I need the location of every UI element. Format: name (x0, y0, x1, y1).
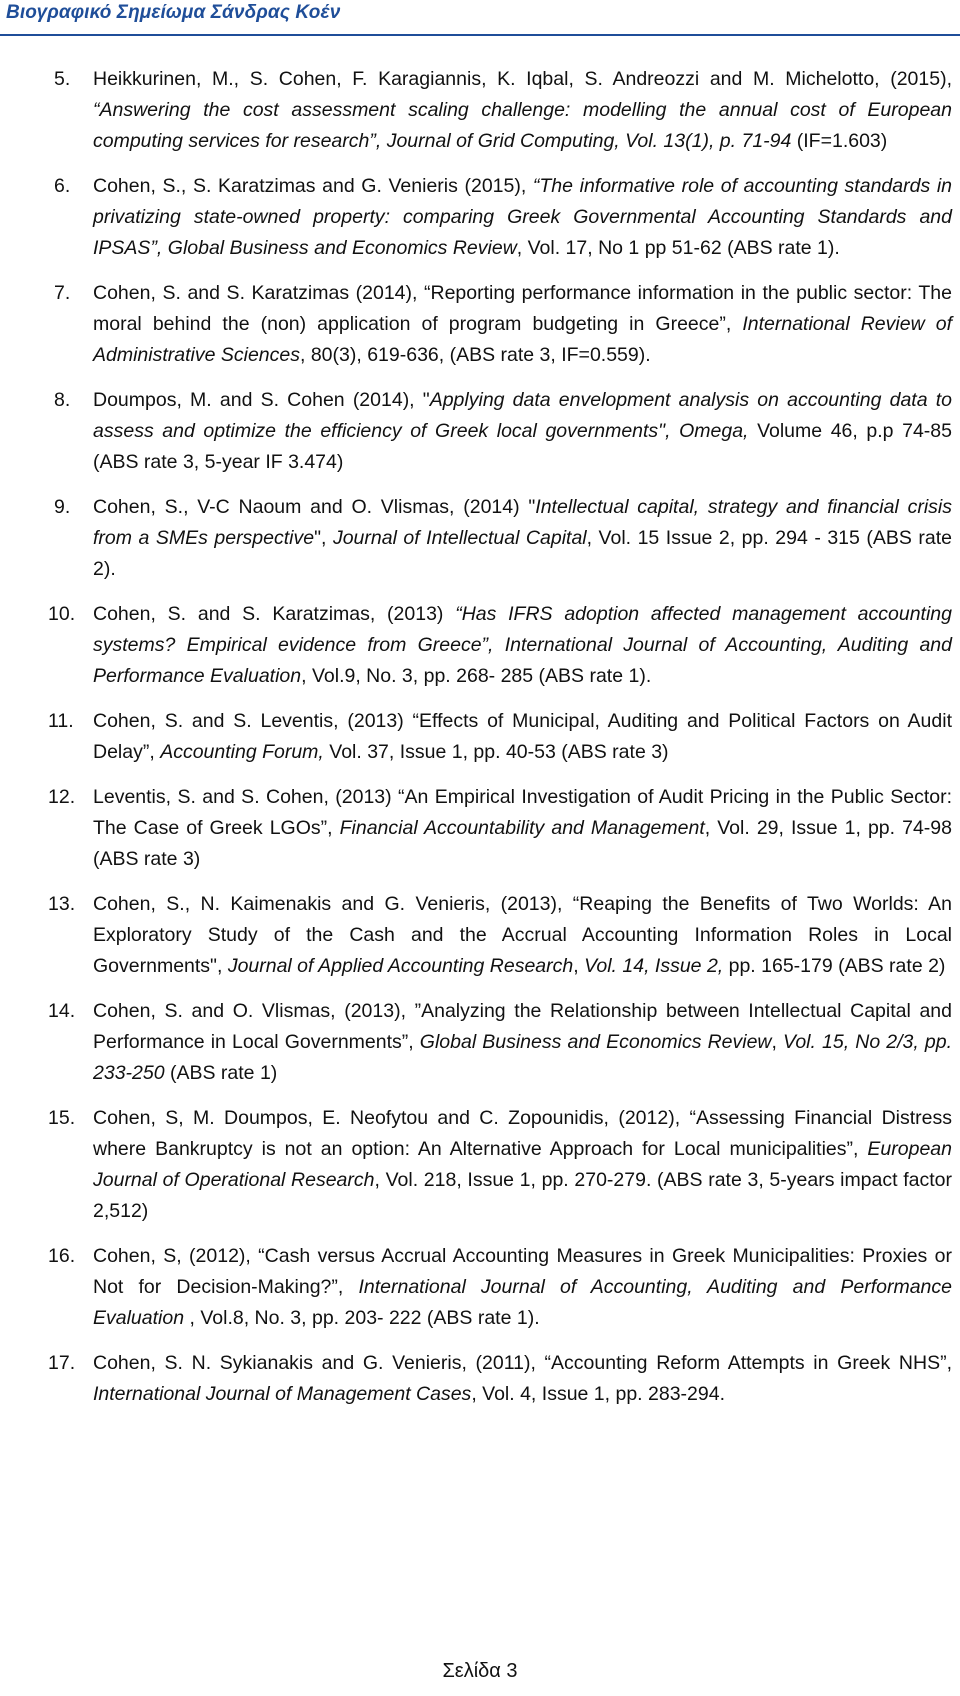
reference-item (0, 1103, 960, 1227)
reference-text: , Vol. 218, Issue 1, pp. 270-279. (ABS rate 3, 5-years impact factor 2,512) (93, 1169, 952, 1222)
page-header (0, 0, 960, 36)
reference-number: 12. (48, 786, 76, 808)
reference-item (0, 996, 960, 1089)
reference-text-italic: Accounting Forum, (160, 741, 324, 763)
reference-number: 9. (54, 496, 71, 518)
reference-number: 15. (48, 1107, 76, 1129)
reference-text: Cohen, S. and S. Karatzimas (2014), “Reporting performance information in the public sector: The moral behind the (non) application of program budgeting in Greece”, (93, 282, 952, 335)
reference-text: , Vol. 17, No 1 pp 51-62 (ABS rate 1). (516, 237, 840, 259)
reference-text: Cohen, S, (2012), “Cash versus Accrual Accounting Measures in Greek Municipalities: Proxies or Not for Decision-Making?”, (93, 1245, 952, 1298)
reference-text: Cohen, S. and O. Vlismas, (2013), ”Analyzing the Relationship between Intellectual Capital and Performance in Local Governments”, (93, 1000, 952, 1053)
reference-text: Cohen, S., V-C Naoum and O. Vlismas, (2014) " (93, 496, 536, 518)
reference-text-italic: “Answering the cost assessment scaling challenge: modelling the annual cost of European computing services for research”, Journal of Grid Computing, Vol. 13(1), p. 71-94 (93, 99, 952, 152)
reference-item (0, 1348, 960, 1410)
reference-text-italic: Financial Accountability and Management (339, 817, 705, 839)
reference-text: Cohen, S. N. Sykianakis and G. Venieris, (2011), “Accounting Reform Attempts in Greek NHS”, (93, 1352, 952, 1374)
reference-text-italic: Vol. 14, Issue 2, (584, 955, 724, 977)
reference-number: 10. (48, 603, 76, 625)
reference-item (0, 782, 960, 875)
reference-text-italic: Applying data envelopment analysis on accounting data to assess and optimize the efficiency of Greek local governments", Omega, (93, 389, 952, 442)
reference-number: 7. (54, 282, 71, 304)
reference-number: 5. (54, 68, 71, 90)
reference-text: Leventis, S. and S. Cohen, (2013) “An Empirical Investigation of Audit Pricing in the Public Sector: The Case of Greek LGOs”, (93, 786, 952, 839)
reference-number: 8. (54, 389, 71, 411)
reference-item (0, 1241, 960, 1334)
reference-text: Volume 46, p.p 74-85 (ABS rate 3, 5-year IF 3.474) (93, 420, 952, 473)
reference-text: (IF=1.603) (791, 130, 888, 152)
reference-text: , Vol. 4, Issue 1, pp. 283-294. (471, 1383, 725, 1405)
reference-number: 14. (48, 1000, 76, 1022)
document-title: Βιογραφικό Σημείωμα Σάνδρας Κοέν (6, 2, 341, 23)
reference-item (0, 599, 960, 692)
reference-text: , Vol. 29, Issue 1, pp. 74-98 (ABS rate 3) (93, 817, 952, 870)
reference-text: , 80(3), 619-636, (ABS rate 3, IF=0.559). (300, 344, 651, 366)
reference-text: Cohen, S. and S. Leventis, (2013) “Effects of Municipal, Auditing and Political Factors on Audit Delay”, (93, 710, 952, 763)
reference-text: Cohen, S., N. Kaimenakis and G. Venieris, (2013), “Reaping the Benefits of Two Worlds: An Exploratory Study of the Cash and the Accrual Accounting Information Roles in Local Governments", (93, 893, 952, 977)
reference-text-italic: Journal of Intellectual Capital (332, 527, 587, 549)
reference-text-italic: Global Business and Economics Review (419, 1031, 772, 1053)
reference-number: 6. (54, 175, 71, 197)
reference-text: Heikkurinen, M., S. Cohen, F. Karagiannis, K. Iqbal, S. Andreozzi and M. Michelotto, (2015), (93, 68, 952, 90)
reference-number: 17. (48, 1352, 76, 1374)
reference-text: Cohen, S, M. Doumpos, E. Neofytou and C. Zopounidis, (2012), “Assessing Financial Distress where Bankruptcy is not an option: An Alternative Approach for Local municipalities”, (93, 1107, 952, 1160)
reference-number: 13. (48, 893, 76, 915)
reference-text: , Vol.8, No. 3, pp. 203- 222 (ABS rate 1). (184, 1307, 540, 1329)
page-footer (0, 1660, 960, 1683)
reference-number: 11. (48, 710, 74, 732)
reference-text-italic: Journal of Applied Accounting Research (227, 955, 574, 977)
reference-item (0, 706, 960, 768)
publication-list (0, 64, 960, 1424)
reference-text: Cohen, S., S. Karatzimas and G. Venieris (2015), (93, 175, 533, 197)
reference-text: , Vol. 15 Issue 2, pp. 294 - 315 (ABS rate 2). (93, 527, 952, 580)
reference-text: Doumpos, M. and S. Cohen (2014), " (93, 389, 430, 411)
reference-text-italic: International Journal of Accounting, Auditing and Performance Evaluation (93, 1276, 952, 1329)
reference-text: , (771, 1031, 784, 1053)
reference-text-italic: International Review of Administrative Sciences (93, 313, 952, 366)
reference-item (0, 171, 960, 264)
reference-text: pp. 165-179 (ABS rate 2) (723, 955, 946, 977)
reference-text-italic: “The informative role of accounting standards in privatizing state-owned property: comparing Greek Governmental Accounting Standards and IPSAS”, Global Business and Economics Review (93, 175, 952, 259)
page-number: Σελίδα 3 (442, 1660, 518, 1682)
reference-text: Cohen, S. and S. Karatzimas, (2013) (93, 603, 456, 625)
reference-text-italic: European Journal of Operational Research (93, 1138, 952, 1191)
reference-item (0, 278, 960, 371)
reference-text: , (573, 955, 585, 977)
reference-text-italic: International Journal of Management Cases (93, 1383, 472, 1405)
reference-item (0, 492, 960, 585)
reference-item (0, 385, 960, 478)
reference-text-italic: Intellectual capital, strategy and financial crisis from a SMEs perspective (93, 496, 952, 549)
header-divider (0, 34, 960, 36)
reference-item (0, 889, 960, 982)
reference-text: ", (314, 527, 333, 549)
reference-item (0, 64, 960, 157)
reference-text: Vol. 37, Issue 1, pp. 40-53 (ABS rate 3) (323, 741, 669, 763)
reference-text-italic: “Has IFRS adoption affected management accounting systems? Empirical evidence from Greece”, International Journal of Accounting, Auditing and Performance Evaluation (93, 603, 952, 687)
reference-text-italic: Vol. 15, No 2/3, pp. 233-250 (93, 1031, 952, 1084)
reference-text: (ABS rate 1) (164, 1062, 278, 1084)
reference-number: 16. (48, 1245, 76, 1267)
reference-text: , Vol.9, No. 3, pp. 268- 285 (ABS rate 1). (301, 665, 652, 687)
